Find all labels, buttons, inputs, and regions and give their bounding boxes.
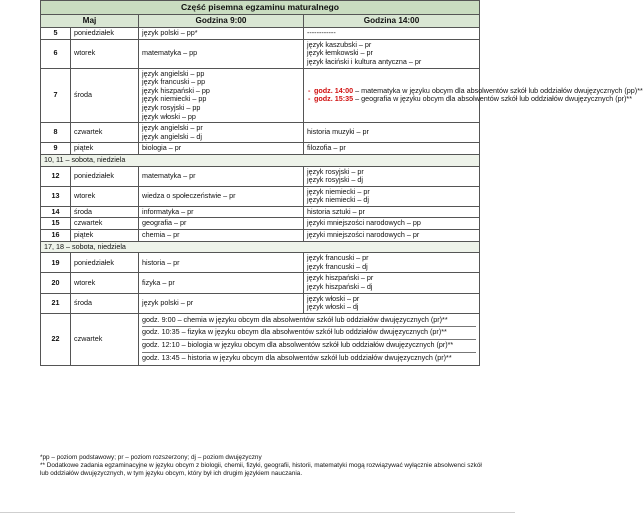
afternoon-exams bbox=[304, 68, 643, 123]
exam-slot: godz. 13:45 – historia w języku obcym dla absolwentów szkół lub oddziałów dwujęzycznych (pr)** bbox=[142, 352, 452, 362]
day-number: 22 bbox=[41, 313, 71, 365]
weekday: wtorek bbox=[71, 273, 139, 293]
weekday: wtorek bbox=[71, 39, 139, 68]
table-row bbox=[41, 186, 480, 206]
morning-exams bbox=[139, 206, 304, 218]
exam-entry: język niemiecki – pp bbox=[142, 94, 207, 104]
afternoon-exams bbox=[304, 230, 480, 242]
day-number: 14 bbox=[41, 206, 71, 218]
exam-entry: historia muzyki – pr bbox=[307, 127, 369, 137]
day-number: 6 bbox=[41, 39, 71, 68]
morning-exams bbox=[139, 166, 304, 186]
exam-entry: język rosyjski – pr bbox=[307, 166, 364, 176]
morning-exams bbox=[139, 218, 304, 230]
table-row bbox=[41, 293, 480, 313]
afternoon-exams bbox=[304, 293, 480, 313]
exam-entry: informatyka – pr bbox=[142, 206, 194, 216]
table-row bbox=[41, 313, 480, 365]
morning-exams bbox=[139, 68, 304, 123]
table-body bbox=[41, 28, 643, 366]
weekday: środa bbox=[71, 293, 139, 313]
table-row bbox=[41, 68, 480, 123]
morning-exams bbox=[139, 28, 304, 40]
exam-entry: język hiszpański – pr bbox=[307, 273, 374, 283]
exam-entry: chemia – pr bbox=[142, 230, 180, 240]
exam-entry: język łemkowski – pr bbox=[307, 48, 373, 58]
weekend-label: 10, 11 – sobota, niedziela bbox=[41, 154, 480, 166]
exam-entry: historia sztuki – pr bbox=[307, 206, 365, 216]
table-header-row bbox=[41, 14, 480, 28]
day-slots bbox=[139, 313, 480, 365]
afternoon-exams bbox=[304, 123, 480, 143]
exam-entry: język angielski – pr bbox=[142, 123, 203, 133]
morning-exams bbox=[139, 253, 304, 273]
exam-entry: język łaciński i kultura antyczna – pr bbox=[307, 56, 422, 66]
afternoon-exams bbox=[304, 218, 480, 230]
exam-entry: język polski – pp* bbox=[142, 28, 198, 38]
weekday: poniedziałek bbox=[71, 253, 139, 273]
weekday: środa bbox=[71, 206, 139, 218]
day-number: 5 bbox=[41, 28, 71, 40]
exam-schedule-table bbox=[40, 0, 643, 366]
morning-exams bbox=[139, 293, 304, 313]
weekend-row bbox=[41, 154, 480, 166]
exam-slot: godz. 12:10 – biologia w języku obcym dla absolwentów szkół lub oddziałów dwujęzycznych (pr)** bbox=[142, 340, 476, 353]
afternoon-exams bbox=[304, 143, 480, 155]
morning-exams bbox=[139, 123, 304, 143]
weekend-row bbox=[41, 241, 480, 253]
exam-desc: – geografia w języku obcym dla absolwentów szkół lub oddziałów dwujęzycznych (pr)** bbox=[353, 94, 633, 104]
header-morning: Godzina 9:00 bbox=[139, 14, 304, 28]
morning-exams bbox=[139, 39, 304, 68]
exam-entry: język niemiecki – pr bbox=[307, 186, 370, 196]
exam-entry: geografia – pr bbox=[142, 218, 187, 228]
weekday: czwartek bbox=[71, 123, 139, 143]
day-number: 8 bbox=[41, 123, 71, 143]
exam-entry: język angielski – dj bbox=[142, 131, 202, 141]
day-number: 20 bbox=[41, 273, 71, 293]
exam-entry: język angielski – pp bbox=[142, 68, 205, 78]
exam-entry: język włoski – dj bbox=[307, 302, 359, 312]
weekday: wtorek bbox=[71, 186, 139, 206]
day-number: 19 bbox=[41, 253, 71, 273]
morning-exams bbox=[139, 143, 304, 155]
afternoon-exams bbox=[304, 273, 480, 293]
weekday: poniedziałek bbox=[71, 28, 139, 40]
afternoon-exams bbox=[304, 186, 480, 206]
exam-entry: język polski – pr bbox=[142, 297, 194, 307]
special-exam-entry bbox=[307, 94, 633, 104]
exam-entry: filozofia – pr bbox=[307, 143, 346, 153]
morning-exams bbox=[139, 273, 304, 293]
exam-slot: godz. 9:00 – chemia w języku obcym dla absolwentów szkół lub oddziałów dwujęzycznych (pr)** bbox=[142, 315, 476, 328]
day-number: 21 bbox=[41, 293, 71, 313]
morning-exams bbox=[139, 230, 304, 242]
exam-entry: język francuski – pp bbox=[142, 77, 206, 87]
table-title-row bbox=[41, 1, 480, 15]
table-row bbox=[41, 28, 480, 40]
exam-entry: język francuski – pr bbox=[307, 253, 369, 263]
exam-entry: język rosyjski – pp bbox=[142, 102, 201, 112]
weekday: poniedziałek bbox=[71, 166, 139, 186]
header-month: Maj bbox=[41, 14, 139, 28]
day-number: 9 bbox=[41, 143, 71, 155]
afternoon-exams bbox=[304, 28, 480, 40]
table-title: Część pisemna egzaminu maturalnego bbox=[41, 1, 480, 15]
table-row bbox=[41, 273, 480, 293]
exam-slot: godz. 10:35 – fizyka w języku obcym dla absolwentów szkół lub oddziałów dwujęzycznych (pr)** bbox=[142, 327, 476, 340]
exam-entry: język francuski – dj bbox=[307, 261, 368, 271]
exam-entry: język włoski – pp bbox=[142, 111, 196, 121]
day-number: 16 bbox=[41, 230, 71, 242]
exam-entry: biologia – pr bbox=[142, 143, 182, 153]
header-afternoon: Godzina 14:00 bbox=[304, 14, 480, 28]
exam-entry: języki mniejszości narodowych – pp bbox=[307, 218, 421, 228]
table-row bbox=[41, 230, 480, 242]
exam-entry: wiedza o społeczeństwie – pr bbox=[142, 190, 236, 200]
day-number: 15 bbox=[41, 218, 71, 230]
exam-desc: – matematyka w języku obcym dla absolwentów szkół lub oddziałów dwujęzycznych (pp)** bbox=[353, 85, 643, 95]
weekday: piątek bbox=[71, 143, 139, 155]
afternoon-exams bbox=[304, 166, 480, 186]
footnotes bbox=[40, 454, 482, 477]
exam-entry: historia – pr bbox=[142, 257, 180, 267]
exam-entry: matematyka – pr bbox=[142, 170, 196, 180]
table-row bbox=[41, 123, 480, 143]
weekend-label: 17, 18 – sobota, niedziela bbox=[41, 241, 480, 253]
footnote-levels: *pp – poziom podstawowy; pr – poziom rozszerzony; dj – poziom dwujęzyczny bbox=[40, 454, 262, 461]
exam-entry: język rosyjski – dj bbox=[307, 175, 363, 185]
table-row bbox=[41, 39, 480, 68]
exam-entry: ------------ bbox=[307, 28, 336, 38]
table-row bbox=[41, 143, 480, 155]
weekday: piątek bbox=[71, 230, 139, 242]
day-number: 12 bbox=[41, 166, 71, 186]
table-row bbox=[41, 166, 480, 186]
exam-entry: języki mniejszości narodowych – pr bbox=[307, 230, 420, 240]
morning-exams bbox=[139, 186, 304, 206]
exam-entry: język niemiecki – dj bbox=[307, 195, 369, 205]
afternoon-exams bbox=[304, 253, 480, 273]
exam-time: godz. 15:35 bbox=[314, 94, 354, 104]
weekday: środa bbox=[71, 68, 139, 123]
exam-entry: język hiszpański – dj bbox=[307, 282, 373, 292]
exam-entry: język kaszubski – pr bbox=[307, 39, 372, 49]
footnote-bilingual: ** Dodatkowe zadania egzaminacyjne w języku obcym z biologii, chemii, fizyki, geografii, historii, matematyki mogą rozwiązywać wyłącznie absolwenci szkół lub oddziałów dwujęzycznych, w tym języku obcym, który był ich drugim językiem nauczania. bbox=[40, 461, 482, 477]
exam-entry: matematyka – pp bbox=[142, 48, 198, 58]
weekday: czwartek bbox=[71, 313, 139, 365]
afternoon-exams bbox=[304, 39, 480, 68]
table-row bbox=[41, 206, 480, 218]
table-row bbox=[41, 218, 480, 230]
table-row bbox=[41, 253, 480, 273]
exam-entry: język hiszpański – pp bbox=[142, 85, 210, 95]
day-number: 13 bbox=[41, 186, 71, 206]
page-divider bbox=[0, 512, 515, 513]
exam-time: godz. 14:00 bbox=[314, 85, 354, 95]
weekday: czwartek bbox=[71, 218, 139, 230]
exam-entry: język włoski – pr bbox=[307, 293, 360, 303]
day-number: 7 bbox=[41, 68, 71, 123]
afternoon-exams bbox=[304, 206, 480, 218]
exam-entry: fizyka – pr bbox=[142, 277, 175, 287]
